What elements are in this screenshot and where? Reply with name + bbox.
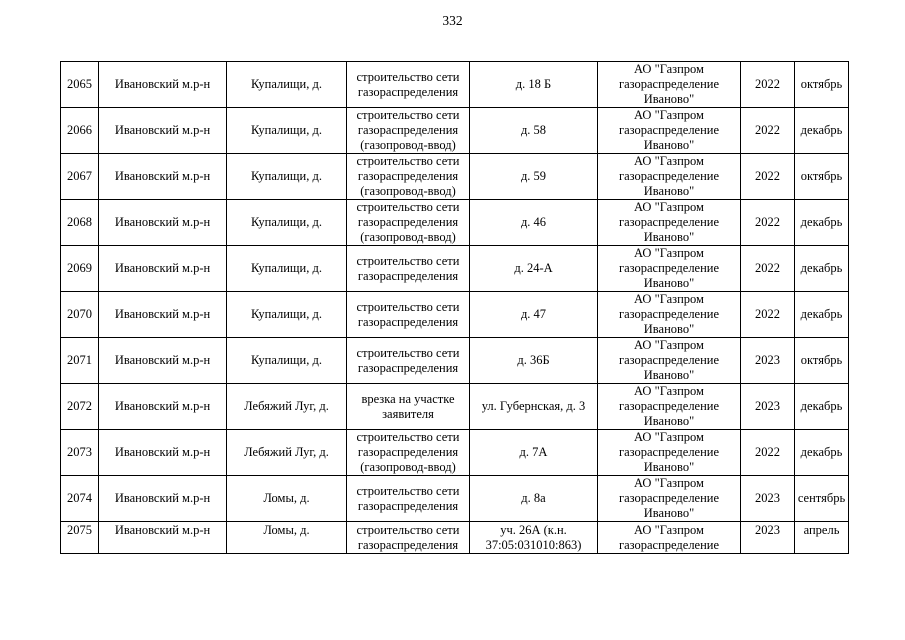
year-cell (741, 154, 795, 200)
organization-cell (598, 200, 741, 246)
organization-cell (598, 430, 741, 476)
district-cell (99, 200, 227, 246)
work-type-cell (347, 246, 470, 292)
year-cell-text: 2022 (755, 169, 780, 183)
settlement-cell-text: Купалищи, д. (251, 353, 322, 367)
settlement-cell-text: Лебяжий Луг, д. (244, 399, 329, 413)
district-cell (99, 522, 227, 554)
year-cell-text: 2023 (755, 491, 780, 505)
settlement-cell (227, 292, 347, 338)
organization-cell-text: АО "Газпром газораспределение Иваново" (618, 62, 720, 106)
year-cell (741, 338, 795, 384)
year-cell-text: 2022 (755, 77, 780, 91)
month-cell-text: декабрь (800, 399, 843, 413)
row-number-cell (61, 338, 99, 384)
row-number-cell-text: 2075 (67, 523, 92, 537)
address-cell-text: д. 7А (519, 445, 548, 459)
year-cell (741, 522, 795, 554)
address-cell (470, 62, 598, 108)
settlement-cell-text: Купалищи, д. (251, 123, 322, 137)
address-cell (470, 154, 598, 200)
row-number-cell-text: 2071 (67, 353, 92, 367)
district-cell-text: Ивановский м.р-н (114, 445, 211, 459)
settlement-cell-text: Купалищи, д. (251, 307, 322, 321)
district-cell (99, 430, 227, 476)
organization-cell-text: АО "Газпром газораспределение Иваново" (618, 430, 720, 474)
month-cell (795, 154, 849, 200)
district-cell (99, 292, 227, 338)
table-row (61, 200, 849, 246)
table-body (61, 62, 849, 554)
organization-cell (598, 292, 741, 338)
district-cell-text: Ивановский м.р-н (114, 123, 211, 137)
month-cell (795, 292, 849, 338)
gas-connection-table (60, 61, 849, 554)
work-type-cell-text: строительство сети газораспределения (газопровод-ввод) (356, 430, 460, 474)
table-row (61, 522, 849, 554)
organization-cell-text: АО "Газпром газораспределение Иваново" (618, 108, 720, 152)
settlement-cell (227, 246, 347, 292)
table-row (61, 292, 849, 338)
month-cell (795, 62, 849, 108)
month-cell (795, 430, 849, 476)
work-type-cell-text: строительство сети газораспределения (356, 69, 460, 99)
address-cell-text: д. 8а (521, 491, 546, 505)
organization-cell-text: АО "Газпром газораспределение Иваново" (618, 338, 720, 382)
address-cell-text: д. 46 (520, 215, 547, 229)
month-cell (795, 384, 849, 430)
district-cell (99, 108, 227, 154)
organization-cell-text: АО "Газпром газораспределение (618, 523, 720, 552)
address-cell (470, 430, 598, 476)
table-row (61, 154, 849, 200)
district-cell-text: Ивановский м.р-н (114, 261, 211, 275)
page-number: 332 (442, 13, 463, 28)
work-type-cell-text: строительство сети газораспределения (газопровод-ввод) (356, 108, 460, 152)
month-cell-text: декабрь (800, 215, 843, 229)
table-row (61, 476, 849, 522)
work-type-cell-text: строительство сети газораспределения (356, 523, 460, 552)
work-type-cell-text: строительство сети газораспределения (газопровод-ввод) (356, 200, 460, 244)
year-cell-text: 2023 (755, 399, 780, 413)
work-type-cell (347, 292, 470, 338)
district-cell-text: Ивановский м.р-н (114, 215, 211, 229)
address-cell-text: ул. Губернская, д. 3 (481, 399, 586, 413)
month-cell (795, 200, 849, 246)
year-cell-text: 2022 (755, 215, 780, 229)
year-cell-text: 2022 (755, 445, 780, 459)
row-number-cell (61, 154, 99, 200)
year-cell-text: 2023 (755, 523, 780, 537)
settlement-cell-text: Ломы, д. (263, 491, 310, 505)
settlement-cell-text: Купалищи, д. (251, 215, 322, 229)
settlement-cell (227, 200, 347, 246)
settlement-cell (227, 430, 347, 476)
work-type-cell (347, 476, 470, 522)
organization-cell-text: АО "Газпром газораспределение Иваново" (618, 384, 720, 428)
district-cell-text: Ивановский м.р-н (114, 77, 211, 91)
month-cell (795, 476, 849, 522)
settlement-cell (227, 154, 347, 200)
month-cell-text: октябрь (800, 353, 843, 367)
row-number-cell (61, 384, 99, 430)
district-cell (99, 246, 227, 292)
row-number-cell (61, 62, 99, 108)
settlement-cell-text: Купалищи, д. (251, 261, 322, 275)
table-row (61, 246, 849, 292)
month-cell-text: декабрь (800, 123, 843, 137)
month-cell-text: декабрь (800, 261, 843, 275)
settlement-cell (227, 108, 347, 154)
year-cell (741, 200, 795, 246)
address-cell (470, 292, 598, 338)
year-cell (741, 108, 795, 154)
year-cell (741, 62, 795, 108)
organization-cell-text: АО "Газпром газораспределение Иваново" (618, 476, 720, 520)
address-cell (470, 476, 598, 522)
organization-cell (598, 154, 741, 200)
work-type-cell (347, 430, 470, 476)
row-number-cell (61, 200, 99, 246)
table-row (61, 62, 849, 108)
month-cell-text: октябрь (800, 169, 843, 183)
organization-cell (598, 108, 741, 154)
settlement-cell-text: Ломы, д. (263, 523, 310, 537)
row-number-cell (61, 476, 99, 522)
row-number-cell-text: 2069 (67, 261, 92, 275)
settlement-cell (227, 384, 347, 430)
year-cell (741, 384, 795, 430)
work-type-cell-text: строительство сети газораспределения (356, 299, 460, 329)
organization-cell-text: АО "Газпром газораспределение Иваново" (618, 154, 720, 198)
address-cell (470, 522, 598, 554)
address-cell-text: д. 18 Б (515, 77, 552, 91)
district-cell-text: Ивановский м.р-н (114, 353, 211, 367)
work-type-cell-text: строительство сети газораспределения (356, 253, 460, 283)
month-cell (795, 246, 849, 292)
district-cell (99, 338, 227, 384)
organization-cell (598, 476, 741, 522)
organization-cell (598, 62, 741, 108)
work-type-cell (347, 338, 470, 384)
row-number-cell-text: 2068 (67, 215, 92, 229)
table-row (61, 430, 849, 476)
work-type-cell-text: врезка на участке заявителя (361, 391, 455, 421)
month-cell-text: октябрь (800, 77, 843, 91)
district-cell-text: Ивановский м.р-н (114, 399, 211, 413)
organization-cell (598, 246, 741, 292)
district-cell-text: Ивановский м.р-н (114, 307, 211, 321)
address-cell (470, 246, 598, 292)
work-type-cell (347, 62, 470, 108)
row-number-cell (61, 108, 99, 154)
settlement-cell-text: Купалищи, д. (251, 169, 322, 183)
district-cell-text: Ивановский м.р-н (114, 523, 211, 537)
address-cell-text: д. 47 (520, 307, 547, 321)
row-number-cell-text: 2072 (67, 399, 92, 413)
year-cell (741, 246, 795, 292)
work-type-cell (347, 384, 470, 430)
work-type-cell-text: строительство сети газораспределения (газопровод-ввод) (356, 154, 460, 198)
year-cell-text: 2022 (755, 307, 780, 321)
row-number-cell-text: 2066 (67, 123, 92, 137)
district-cell (99, 62, 227, 108)
address-cell-text: д. 58 (520, 123, 547, 137)
row-number-cell-text: 2067 (67, 169, 92, 183)
month-cell-text: апрель (803, 523, 840, 537)
district-cell (99, 384, 227, 430)
year-cell (741, 292, 795, 338)
table-row (61, 108, 849, 154)
year-cell (741, 430, 795, 476)
month-cell-text: декабрь (800, 307, 843, 321)
organization-cell-text: АО "Газпром газораспределение Иваново" (618, 200, 720, 244)
row-number-cell-text: 2070 (67, 307, 92, 321)
month-cell (795, 108, 849, 154)
month-cell (795, 522, 849, 554)
address-cell (470, 200, 598, 246)
row-number-cell (61, 246, 99, 292)
address-cell (470, 108, 598, 154)
year-cell-text: 2022 (755, 261, 780, 275)
work-type-cell (347, 108, 470, 154)
work-type-cell (347, 200, 470, 246)
year-cell (741, 476, 795, 522)
settlement-cell-text: Купалищи, д. (251, 77, 322, 91)
row-number-cell-text: 2073 (67, 445, 92, 459)
address-cell (470, 384, 598, 430)
row-number-cell-text: 2065 (67, 77, 92, 91)
table-row (61, 338, 849, 384)
row-number-cell (61, 430, 99, 476)
settlement-cell (227, 62, 347, 108)
settlement-cell-text: Лебяжий Луг, д. (244, 445, 329, 459)
organization-cell (598, 522, 741, 554)
address-cell-text: д. 36Б (517, 353, 550, 367)
work-type-cell-text: строительство сети газораспределения (356, 483, 460, 513)
work-type-cell-text: строительство сети газораспределения (356, 345, 460, 375)
settlement-cell (227, 338, 347, 384)
row-number-cell (61, 292, 99, 338)
month-cell-text: декабрь (800, 445, 843, 459)
month-cell-text: сентябрь (797, 491, 846, 505)
year-cell-text: 2022 (755, 123, 780, 137)
table-row (61, 384, 849, 430)
address-cell-text: д. 59 (520, 169, 547, 183)
address-cell-text: д. 24-А (514, 261, 553, 275)
row-number-cell-text: 2074 (67, 491, 92, 505)
row-number-cell (61, 522, 99, 554)
month-cell (795, 338, 849, 384)
organization-cell-text: АО "Газпром газораспределение Иваново" (618, 246, 720, 290)
address-cell-text: уч. 26А (к.н. 37:05:031010:863) (485, 523, 582, 552)
organization-cell-text: АО "Газпром газораспределение Иваново" (618, 292, 720, 336)
settlement-cell (227, 522, 347, 554)
district-cell (99, 476, 227, 522)
settlement-cell (227, 476, 347, 522)
work-type-cell (347, 154, 470, 200)
district-cell-text: Ивановский м.р-н (114, 491, 211, 505)
work-type-cell (347, 522, 470, 554)
district-cell (99, 154, 227, 200)
year-cell-text: 2023 (755, 353, 780, 367)
address-cell (470, 338, 598, 384)
organization-cell (598, 338, 741, 384)
organization-cell (598, 384, 741, 430)
district-cell-text: Ивановский м.р-н (114, 169, 211, 183)
